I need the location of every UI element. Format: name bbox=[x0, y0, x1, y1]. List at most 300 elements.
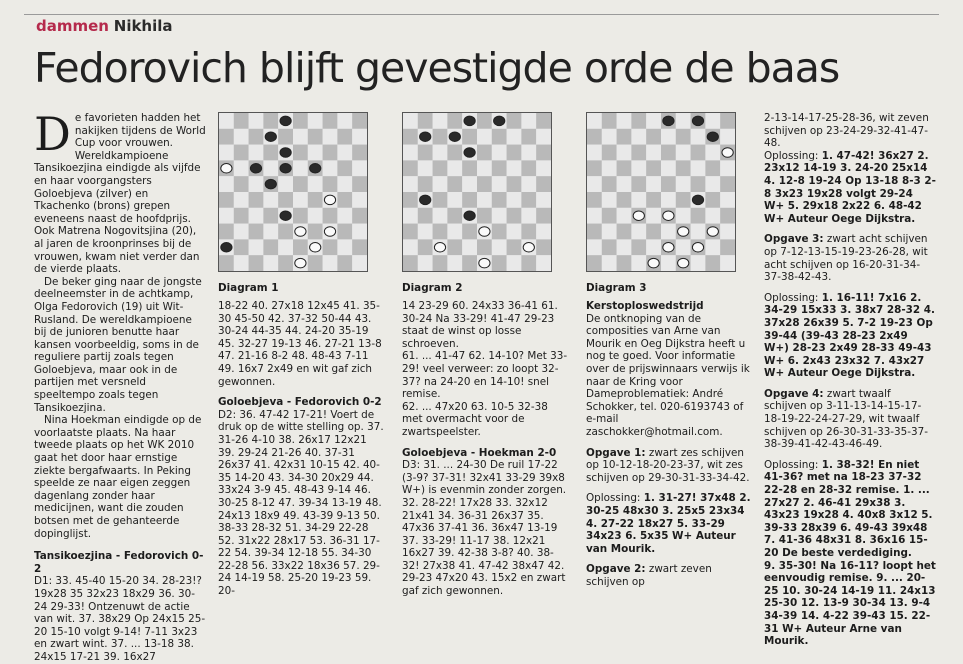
black-piece bbox=[707, 132, 718, 141]
problem-3 bbox=[764, 233, 936, 283]
board-square bbox=[631, 239, 646, 255]
black-piece bbox=[280, 211, 291, 220]
board-square bbox=[263, 239, 278, 255]
board-square bbox=[602, 113, 617, 129]
white-piece bbox=[324, 227, 335, 236]
black-piece bbox=[420, 132, 431, 141]
white-piece bbox=[722, 148, 733, 157]
board-square bbox=[492, 145, 507, 161]
board-square bbox=[234, 113, 249, 129]
white-piece bbox=[523, 243, 534, 252]
checkerboard-svg bbox=[403, 113, 551, 271]
board-square bbox=[507, 239, 522, 255]
board-square bbox=[403, 113, 418, 129]
board-square bbox=[447, 176, 462, 192]
black-piece bbox=[265, 179, 276, 188]
board-square bbox=[278, 255, 293, 271]
board-square bbox=[293, 208, 308, 224]
board-square bbox=[602, 176, 617, 192]
problem-1 bbox=[586, 447, 754, 485]
board-square bbox=[691, 145, 706, 161]
board-square bbox=[631, 160, 646, 176]
board-square bbox=[617, 239, 632, 255]
board-square bbox=[462, 160, 477, 176]
board-square bbox=[602, 224, 617, 240]
board-square bbox=[617, 255, 632, 271]
board-square bbox=[308, 113, 323, 129]
board-square bbox=[477, 160, 492, 176]
board-square bbox=[646, 224, 661, 240]
board-square bbox=[536, 208, 551, 224]
board-square bbox=[705, 176, 720, 192]
board-square bbox=[602, 129, 617, 145]
board-square bbox=[447, 145, 462, 161]
white-piece bbox=[324, 195, 335, 204]
board-square bbox=[602, 145, 617, 161]
board-square bbox=[447, 192, 462, 208]
board-square bbox=[418, 255, 433, 271]
white-piece bbox=[434, 243, 445, 252]
author-name: Nikhila bbox=[113, 17, 173, 35]
board-square bbox=[337, 113, 352, 129]
board-square bbox=[646, 192, 661, 208]
board-square bbox=[433, 145, 448, 161]
board-square bbox=[617, 224, 632, 240]
board-square bbox=[249, 145, 264, 161]
solution-2 bbox=[764, 150, 936, 226]
article-column-1 bbox=[34, 107, 206, 663]
board-square bbox=[521, 208, 536, 224]
solution-label: Oplossing: bbox=[764, 149, 819, 162]
board-square bbox=[219, 145, 234, 161]
problem-2 bbox=[586, 563, 754, 588]
board-square bbox=[278, 224, 293, 240]
white-piece bbox=[295, 227, 306, 236]
solution-label: Oplossing: bbox=[764, 458, 819, 471]
board-square bbox=[507, 145, 522, 161]
problem-label: Opgave 3: bbox=[764, 233, 824, 246]
board-square bbox=[323, 160, 338, 176]
board-square bbox=[646, 113, 661, 129]
board-square bbox=[337, 192, 352, 208]
board-square bbox=[308, 129, 323, 145]
board-square bbox=[705, 113, 720, 129]
board-square bbox=[631, 192, 646, 208]
board-square bbox=[337, 239, 352, 255]
article-column-5 bbox=[764, 112, 936, 648]
board-square bbox=[492, 208, 507, 224]
board-square bbox=[507, 255, 522, 271]
board-square bbox=[720, 239, 735, 255]
paragraph-3: Nina Hoekman eindigde op de voorlaatste plaats. Na haar tweede plaats op het WK 2010 gaat het door haar ernstige ziekte bergafwaarts. In Peking speelde ze naar eigen zeggen dagenlang zonder haar medicijnen, want die zouden botsen met de gehanteerde dopinglijst. bbox=[34, 414, 202, 540]
board-square bbox=[477, 239, 492, 255]
board-square bbox=[352, 192, 367, 208]
board-square bbox=[219, 255, 234, 271]
board-square bbox=[234, 239, 249, 255]
game-moves: 18-22 40. 27x18 12x45 41. 35-30 45-50 42. 37-32 50-44 43. 30-24 44-35 44. 24-20 35-19 45. 32-27 19-13 46. 27-21 13-8 47. 21-16 8-2 48. 48-43 7-11 49. 16x7 2x49 en wit gaf zich gewonnen. bbox=[218, 300, 382, 388]
board-square bbox=[219, 129, 234, 145]
board-square bbox=[293, 145, 308, 161]
board-square bbox=[720, 255, 735, 271]
board-square bbox=[720, 129, 735, 145]
paragraph-2: De beker ging naar de jongste deelneemster in de achtkamp, Olga Fedorovich (19) uit Wit-Rusland. De wereldkampioene bij de junioren benutte haar kansen voorbeeldig, soms in de reguliere partij zoals tegen Goloebjeva, maar ook in de partijen met versneld speeltempo zoals tegen Tansikoezjina. bbox=[34, 275, 202, 414]
problem-text: zwart zeven schijven op bbox=[586, 563, 712, 588]
board-square bbox=[352, 239, 367, 255]
solution-3 bbox=[764, 292, 936, 380]
board-square bbox=[219, 192, 234, 208]
board-square bbox=[433, 160, 448, 176]
board-square bbox=[337, 176, 352, 192]
white-piece bbox=[295, 258, 306, 267]
diagram-2-board bbox=[402, 112, 552, 272]
board-square bbox=[433, 176, 448, 192]
board-square bbox=[492, 176, 507, 192]
board-square bbox=[418, 113, 433, 129]
game-moves: 62. ... 47x20 63. 10-5 32-38 met overmacht voor de zwartspeelster. bbox=[402, 400, 548, 438]
board-square bbox=[234, 255, 249, 271]
board-square bbox=[418, 160, 433, 176]
board-square bbox=[492, 255, 507, 271]
white-piece bbox=[678, 258, 689, 267]
board-square bbox=[617, 176, 632, 192]
board-square bbox=[617, 129, 632, 145]
board-square bbox=[278, 176, 293, 192]
board-square bbox=[492, 239, 507, 255]
board-square bbox=[536, 129, 551, 145]
white-piece bbox=[479, 258, 490, 267]
board-square bbox=[536, 160, 551, 176]
board-square bbox=[602, 160, 617, 176]
board-square bbox=[249, 113, 264, 129]
black-piece bbox=[663, 116, 674, 125]
board-square bbox=[507, 176, 522, 192]
game-title: Goloebjeva - Hoekman 2-0 bbox=[402, 446, 557, 459]
board-square bbox=[536, 239, 551, 255]
board-square bbox=[263, 145, 278, 161]
board-square bbox=[691, 255, 706, 271]
board-square bbox=[433, 224, 448, 240]
board-square bbox=[308, 145, 323, 161]
board-square bbox=[617, 208, 632, 224]
board-square bbox=[521, 255, 536, 271]
board-square bbox=[308, 176, 323, 192]
white-piece bbox=[663, 243, 674, 252]
board-square bbox=[521, 160, 536, 176]
solution-label: Oplossing: bbox=[586, 492, 641, 505]
board-square bbox=[661, 129, 676, 145]
board-square bbox=[631, 255, 646, 271]
board-square bbox=[337, 255, 352, 271]
board-square bbox=[521, 129, 536, 145]
board-square bbox=[536, 113, 551, 129]
board-square bbox=[492, 224, 507, 240]
board-square bbox=[447, 113, 462, 129]
black-piece bbox=[280, 164, 291, 173]
board-square bbox=[646, 129, 661, 145]
board-square bbox=[249, 208, 264, 224]
black-piece bbox=[265, 132, 276, 141]
section-title: Kerstoploswedstrijd bbox=[586, 300, 704, 312]
solution-text: 9. 35-30! Na 16-11? loopt het eenvoudig remise. 9. ... 20-25 10. 30-24 14-19 11. 24x13 25-30 12. 13-9 30-34 13. 9-4 34-39 14. 4-22 39-43 15. 22-31 W+ Auteur Arne van Mourik. bbox=[764, 559, 936, 648]
black-piece bbox=[692, 195, 703, 204]
game-title: Goloebjeva - Fedorovich 0-2 bbox=[218, 396, 382, 409]
board-square bbox=[705, 255, 720, 271]
board-square bbox=[234, 176, 249, 192]
board-square bbox=[249, 224, 264, 240]
board-square bbox=[536, 176, 551, 192]
board-square bbox=[447, 160, 462, 176]
board-square bbox=[263, 113, 278, 129]
board-square bbox=[278, 192, 293, 208]
solution-text: 1. 16-11! 7x16 2. 34-29 15x33 3. 38x7 28-32 4. 37x28 26x39 5. 7-2 19-23 Op 39-44 (39-43 28-23 2x49 W+) 28-23 2x49 28-33 49-43 W+ 6. 2x43 23x32 7. 43x27 W+ Auteur Oege Dijkstra. bbox=[764, 291, 935, 380]
board-square bbox=[462, 239, 477, 255]
diagram-1-board bbox=[218, 112, 368, 272]
board-square bbox=[433, 192, 448, 208]
board-square bbox=[720, 224, 735, 240]
board-square bbox=[507, 160, 522, 176]
top-rule bbox=[24, 14, 939, 15]
board-square bbox=[352, 255, 367, 271]
game-moves: D1: 33. 45-40 15-20 34. 28-23!? 19x28 35 32x23 18x29 36. 30-24 29-33! Ontzenuwt de actie van wit. 37. 38x29 Op 24x15 25-20 15-10 volgt 9-14! 7-11 3x23 en zwart wint. 37. ... 13-18 38. 24x15 17-21 39. 16x27 bbox=[34, 575, 206, 663]
board-square bbox=[676, 208, 691, 224]
board-square bbox=[462, 255, 477, 271]
board-square bbox=[308, 208, 323, 224]
board-square bbox=[521, 176, 536, 192]
board-square bbox=[521, 145, 536, 161]
board-square bbox=[418, 208, 433, 224]
checkerboard-svg bbox=[219, 113, 367, 271]
board-square bbox=[661, 160, 676, 176]
problem-4 bbox=[764, 388, 936, 451]
board-square bbox=[403, 176, 418, 192]
page-title: Fedorovich blijft gevestigde orde de baas bbox=[34, 44, 840, 92]
board-square bbox=[521, 224, 536, 240]
board-square bbox=[720, 192, 735, 208]
black-piece bbox=[464, 211, 475, 220]
board-square bbox=[477, 129, 492, 145]
board-square bbox=[587, 160, 602, 176]
board-square bbox=[507, 208, 522, 224]
board-square bbox=[462, 224, 477, 240]
diagram-3-label: Diagram 3 bbox=[586, 282, 647, 294]
board-square bbox=[352, 129, 367, 145]
white-piece bbox=[663, 211, 674, 220]
board-square bbox=[536, 255, 551, 271]
board-square bbox=[433, 255, 448, 271]
board-square bbox=[234, 192, 249, 208]
board-square bbox=[691, 160, 706, 176]
board-square bbox=[521, 192, 536, 208]
black-piece bbox=[449, 132, 460, 141]
board-square bbox=[234, 145, 249, 161]
board-square bbox=[602, 208, 617, 224]
board-square bbox=[249, 192, 264, 208]
board-square bbox=[661, 176, 676, 192]
game-moves: 61. ... 41-47 62. 14-10? Met 33-29! veel verweer: zo loopt 32-37? na 24-20 en 14-10! snel remise. bbox=[402, 350, 568, 401]
white-piece bbox=[692, 243, 703, 252]
board-square bbox=[418, 239, 433, 255]
board-square bbox=[293, 239, 308, 255]
board-square bbox=[352, 176, 367, 192]
board-square bbox=[219, 113, 234, 129]
board-square bbox=[617, 145, 632, 161]
board-square bbox=[234, 208, 249, 224]
black-piece bbox=[464, 116, 475, 125]
game-moves: D2: 36. 47-42 17-21! Voert de druk op de witte stelling op. 37. 31-26 4-10 38. 26x17 12x21 39. 29-24 21-26 40. 37-31 26x37 41. 42x31 10-15 42. 40-35 14-20 43. 34-30 20x29 44. 33x24 3-9 45. 48-43 9-14 46. 30-25 8-12 47. 39-34 13-19 48. 24x13 18x9 49. 43-39 9-13 50. 38-33 28-32 51. 34-29 22-28 52. 31x22 28x17 53. 36-31 17-22 54. 39-34 12-18 55. 34-30 22-28 56. 33x22 18x36 57. 29-24 14-19 58. 25-20 19-23 59. 20- bbox=[218, 408, 384, 598]
board-square bbox=[433, 113, 448, 129]
board-square bbox=[676, 192, 691, 208]
problem-text: zwart zes schijven op 10-12-18-20-23-37, wit zes schijven op 29-30-31-33-34-42. bbox=[586, 446, 750, 484]
board-square bbox=[646, 176, 661, 192]
solution-1 bbox=[586, 492, 754, 555]
board-square bbox=[691, 224, 706, 240]
white-piece bbox=[648, 258, 659, 267]
board-square bbox=[323, 208, 338, 224]
board-square bbox=[234, 224, 249, 240]
white-piece bbox=[310, 243, 321, 252]
board-square bbox=[676, 113, 691, 129]
board-square bbox=[507, 192, 522, 208]
board-square bbox=[337, 129, 352, 145]
board-square bbox=[293, 160, 308, 176]
board-square bbox=[661, 145, 676, 161]
board-square bbox=[720, 160, 735, 176]
board-square bbox=[661, 224, 676, 240]
board-square bbox=[705, 208, 720, 224]
board-square bbox=[263, 255, 278, 271]
board-square bbox=[219, 176, 234, 192]
solution-text: 1. 47-42! 36x27 2. 23x12 14-19 3. 24-20 25x14 4. 12-8 19-24 Op 13-18 8-3 2-8 3x23 19x28 volgt 29-24 W+ 5. 29x18 2x22 6. 48-42 W+ Auteur Oege Dijkstra. bbox=[764, 149, 936, 225]
board-square bbox=[352, 224, 367, 240]
black-piece bbox=[280, 148, 291, 157]
board-square bbox=[308, 192, 323, 208]
board-square bbox=[536, 224, 551, 240]
board-square bbox=[631, 176, 646, 192]
board-square bbox=[477, 145, 492, 161]
black-piece bbox=[494, 116, 505, 125]
board-square bbox=[249, 129, 264, 145]
diagram-1-label: Diagram 1 bbox=[218, 282, 279, 294]
board-square bbox=[249, 176, 264, 192]
board-square bbox=[720, 208, 735, 224]
board-square bbox=[587, 192, 602, 208]
board-square bbox=[646, 208, 661, 224]
black-piece bbox=[280, 116, 291, 125]
board-square bbox=[587, 255, 602, 271]
black-piece bbox=[464, 148, 475, 157]
board-square bbox=[676, 160, 691, 176]
board-square bbox=[691, 176, 706, 192]
board-square bbox=[705, 192, 720, 208]
board-square bbox=[587, 113, 602, 129]
game-moves: 14 23-29 60. 24x33 36-41 61. 30-24 Na 33-29! 41-47 29-23 staat de winst op losse schroeven. bbox=[402, 300, 558, 350]
board-square bbox=[249, 239, 264, 255]
board-square bbox=[403, 160, 418, 176]
board-square bbox=[418, 145, 433, 161]
board-square bbox=[263, 192, 278, 208]
board-square bbox=[631, 113, 646, 129]
solution-4 bbox=[764, 459, 936, 560]
board-square bbox=[433, 208, 448, 224]
drop-cap: D bbox=[34, 107, 71, 161]
board-square bbox=[477, 113, 492, 129]
board-square bbox=[587, 224, 602, 240]
problem-text: zwart acht schijven op 7-12-13-15-19-23-26-28, wit acht schijven op 16-20-31-34-37-38-42-43. bbox=[764, 233, 928, 284]
solution-text: 1. 31-27! 37x48 2. 30-25 48x30 3. 25x5 23x34 4. 27-22 18x27 5. 33-29 34x23 6. 5x35 W+ Auteur van Mourik. bbox=[586, 492, 751, 555]
intro-paragraph: De ontknoping van de composities van Arne van Mourik en Oeg Dijkstra heeft u nog te goed. Voor informatie over de prijswinnaars verwijs ik naar de Kring voor Dameproblematiek: André Schokker, tel. 020-6193743 of e-mail zaschokker@hotmail.com. bbox=[586, 312, 750, 438]
white-piece bbox=[221, 164, 232, 173]
black-piece bbox=[692, 116, 703, 125]
board-square bbox=[352, 145, 367, 161]
board-square bbox=[418, 224, 433, 240]
board-square bbox=[587, 176, 602, 192]
board-square bbox=[278, 239, 293, 255]
board-square bbox=[477, 176, 492, 192]
board-square bbox=[418, 176, 433, 192]
board-square bbox=[293, 192, 308, 208]
board-square bbox=[587, 129, 602, 145]
board-square bbox=[477, 192, 492, 208]
board-square bbox=[705, 160, 720, 176]
board-square bbox=[323, 255, 338, 271]
board-square bbox=[293, 129, 308, 145]
board-square bbox=[661, 255, 676, 271]
board-square bbox=[646, 145, 661, 161]
board-square bbox=[462, 176, 477, 192]
board-square bbox=[234, 160, 249, 176]
solution-label: Oplossing: bbox=[764, 291, 819, 304]
board-square bbox=[403, 129, 418, 145]
board-square bbox=[219, 224, 234, 240]
black-piece bbox=[420, 195, 431, 204]
board-square bbox=[617, 192, 632, 208]
intro-paragraph: e favorieten hadden het nakijken tijdens de World Cup voor vrouwen. Wereldkampioene Tansikoezjina eindigde als vijfde en haar voorgangsters Goloebjeva (zilver) en Tkachenko (brons) grepen eveneens naast de hoofdprijs. Ook Matrena Nogovitsjina (20), al jaren de kroonprinses bij de vrouwen, kwam niet verder dan de vierde plaats. bbox=[34, 112, 206, 276]
board-square bbox=[646, 239, 661, 255]
board-square bbox=[507, 129, 522, 145]
checkerboard-svg bbox=[587, 113, 735, 271]
board-square bbox=[308, 224, 323, 240]
board-square bbox=[323, 113, 338, 129]
board-square bbox=[691, 208, 706, 224]
board-square bbox=[447, 255, 462, 271]
board-square bbox=[337, 160, 352, 176]
diagram-2-label: Diagram 2 bbox=[402, 282, 463, 294]
board-square bbox=[617, 113, 632, 129]
board-square bbox=[691, 129, 706, 145]
board-square bbox=[587, 239, 602, 255]
board-square bbox=[337, 145, 352, 161]
black-piece bbox=[310, 164, 321, 173]
board-square bbox=[507, 224, 522, 240]
board-square bbox=[323, 176, 338, 192]
problem-label: Opgave 1: bbox=[586, 446, 646, 459]
board-square bbox=[676, 145, 691, 161]
board-square bbox=[676, 239, 691, 255]
board-square bbox=[462, 192, 477, 208]
board-square bbox=[631, 129, 646, 145]
board-square bbox=[234, 129, 249, 145]
section-header bbox=[36, 17, 173, 35]
board-square bbox=[720, 176, 735, 192]
board-square bbox=[263, 208, 278, 224]
board-square bbox=[631, 224, 646, 240]
board-square bbox=[587, 145, 602, 161]
board-square bbox=[352, 208, 367, 224]
board-square bbox=[602, 192, 617, 208]
board-square bbox=[323, 145, 338, 161]
board-square bbox=[587, 208, 602, 224]
board-square bbox=[293, 176, 308, 192]
